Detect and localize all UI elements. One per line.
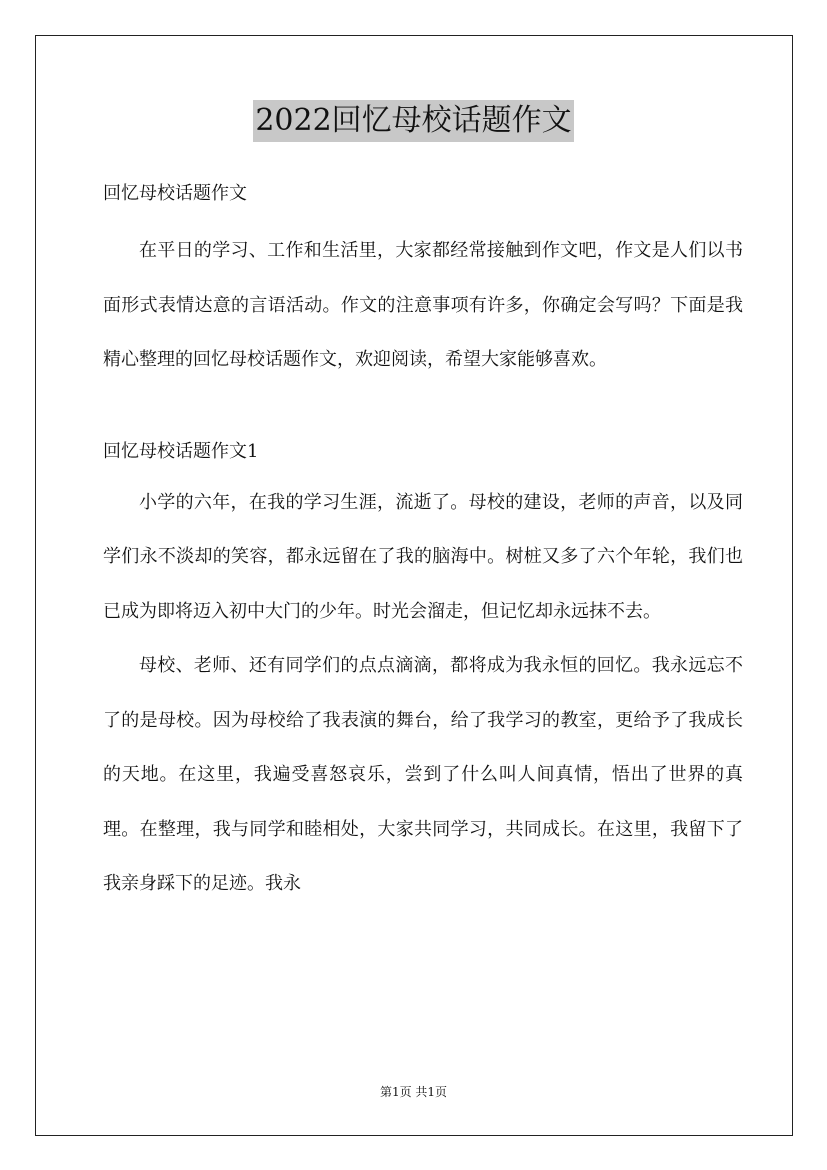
body-paragraph: 小学的六年，在我的学习生涯，流逝了。母校的建设，老师的声音，以及同学们永不淡却的笑容，都永远留在了我的脑海中。树桩又多了六个年轮，我们也已成为即将迈入初中大门的少年。时光会溜走，但记忆却永远抹不去。 [103, 491, 743, 622]
intro-heading: 回忆母校话题作文 [103, 183, 247, 204]
title-container [0, 100, 827, 142]
intro-paragraph: 在平日的学习、工作和生活里，大家都经常接触到作文吧，作文是人们以书面形式表情达意的言语活动。作文的注意事项有许多，你确定会写吗？下面是我精心整理的回忆母校话题作文，欢迎阅读，希望大家能够喜欢。 [103, 240, 743, 370]
document-title: 2022回忆母校话题作文 [253, 100, 573, 142]
section-heading: 回忆母校话题作文1 [103, 440, 259, 462]
page-footer: 第1页 共1页 [379, 1085, 448, 1099]
body-paragraph: 母校、老师、还有同学们的点点滴滴，都将成为我永恒的回忆。我永远忘不了的是母校。因为母校给了我表演的舞台，给了我学习的教室，更给予了我成长的天地。在这里，我遍受喜怒哀乐，尝到了什么叫人间真情，悟出了世界的真理。在整理，我与同学和睦相处，大家共同学习，共同成长。在这里，我留下了我亲身踩下的足迹。我永 [103, 655, 743, 894]
section-spacer [103, 388, 743, 434]
document-body [103, 176, 743, 912]
